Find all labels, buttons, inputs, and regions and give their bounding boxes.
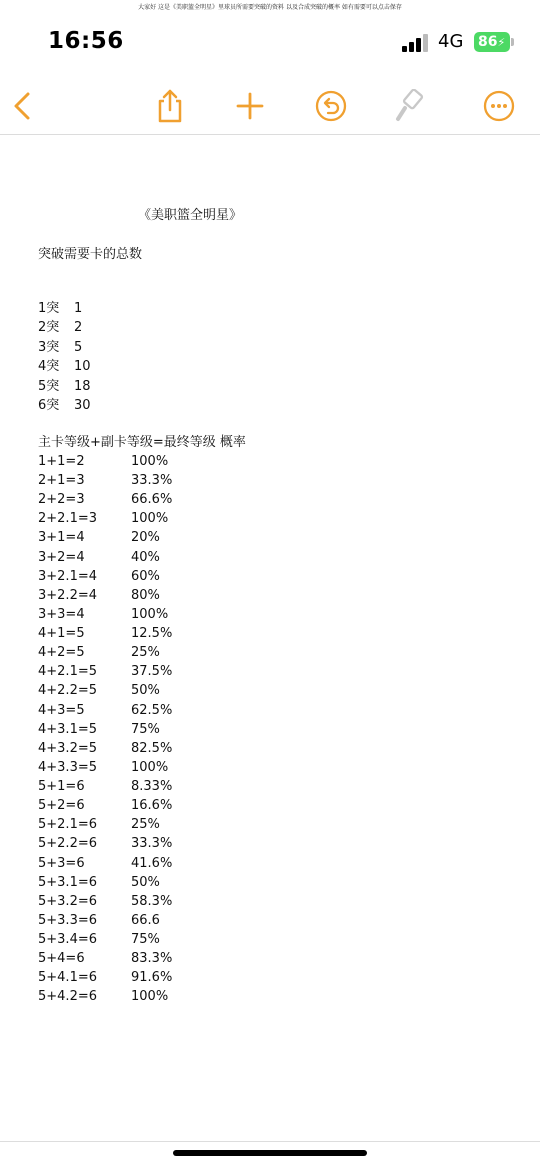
formula-cell: 5+4.1=6 (38, 970, 98, 986)
table-row (38, 490, 173, 509)
table-row (38, 643, 160, 662)
document-subtitle: 突破需要卡的总数 (38, 247, 143, 262)
probability-cell: 8.33% (131, 779, 173, 795)
bottom-divider (0, 1141, 540, 1142)
probability-cell: 40% (131, 549, 160, 565)
probability-cell: 91.6% (131, 970, 173, 986)
table-row (38, 471, 173, 490)
table-row (38, 701, 173, 720)
formula-cell: 2+2=3 (38, 492, 85, 508)
formula-cell: 4+2=5 (38, 645, 85, 661)
probability-cell: 12.5% (131, 626, 173, 642)
document-title: 《美职篮全明星》 (137, 208, 242, 223)
table-row (38, 528, 160, 547)
formula-cell: 3+2=4 (38, 549, 85, 565)
formula-cell: 3+1=4 (38, 530, 85, 546)
table-row (38, 873, 160, 892)
formula-cell: 4+3.1=5 (38, 721, 98, 737)
table-row (38, 586, 160, 605)
probability-cell: 41.6% (131, 855, 173, 871)
probability-cell: 16.6% (131, 798, 173, 814)
probability-cell: 33.3% (131, 473, 173, 489)
probability-cell: 100% (131, 759, 169, 775)
formula-cell: 4+3.3=5 (38, 759, 98, 775)
formula-cell: 4+3=5 (38, 702, 85, 718)
probability-cell: 100% (131, 454, 169, 469)
breakthrough-count: 5 (74, 339, 83, 355)
breakthrough-row (38, 338, 83, 357)
table-row (38, 834, 173, 853)
probability-cell: 100% (131, 511, 169, 527)
probability-cell: 62.5% (131, 702, 173, 718)
battery-tip (511, 38, 514, 46)
breakthrough-row (38, 377, 91, 396)
formula-cell: 5+1=6 (38, 779, 85, 795)
table-row (38, 911, 160, 930)
probability-cell: 82.5% (131, 740, 173, 756)
battery-level: 86 (478, 34, 498, 50)
formula-cell: 3+3=4 (38, 606, 85, 622)
probability-cell: 66.6% (131, 492, 173, 508)
breakthrough-row (38, 357, 91, 376)
network-type: 4G (438, 31, 464, 52)
formula-cell: 4+2.2=5 (38, 683, 98, 699)
table-row (38, 892, 173, 911)
formula-cell: 4+1=5 (38, 626, 85, 642)
table-row (38, 987, 169, 1006)
breakthrough-count: 2 (74, 320, 83, 336)
breakthrough-count: 18 (74, 378, 91, 394)
probability-cell: 66.6 (131, 912, 160, 928)
probability-cell: 83.3% (131, 951, 173, 967)
probability-cell: 60% (131, 568, 160, 584)
brush-icon (393, 89, 425, 123)
signal-icon (402, 34, 432, 52)
table-row (38, 777, 173, 796)
breakthrough-row (38, 318, 83, 337)
breakthrough-level: 1突 (38, 301, 60, 316)
probability-cell: 80% (131, 587, 160, 603)
share-button[interactable] (148, 84, 192, 128)
table-row (38, 949, 173, 968)
breakthrough-level: 6突 (38, 398, 60, 413)
more-button[interactable] (477, 84, 521, 128)
battery-icon: 86⚡ (474, 32, 510, 52)
add-button[interactable] (228, 84, 272, 128)
table-row (38, 548, 160, 567)
home-indicator (173, 1150, 367, 1156)
formula-cell: 5+2=6 (38, 798, 85, 814)
formula-cell: 5+2.1=6 (38, 817, 98, 833)
table-row (38, 567, 160, 586)
table-row (38, 452, 169, 471)
formula-cell: 5+4.2=6 (38, 989, 98, 1005)
table-row (38, 624, 173, 643)
undo-icon (315, 90, 347, 122)
table-row (38, 720, 160, 739)
table-row (38, 605, 169, 624)
formula-cell: 5+2.2=6 (38, 836, 98, 852)
formula-cell: 5+3.4=6 (38, 932, 98, 947)
breakthrough-count: 1 (74, 301, 83, 316)
breakthrough-level: 2突 (38, 320, 60, 336)
probability-cell: 100% (131, 606, 169, 622)
table-row (38, 930, 160, 949)
breakthrough-row (38, 396, 91, 415)
breakthrough-count: 30 (74, 398, 91, 413)
formula-cell: 3+2.2=4 (38, 587, 98, 603)
probability-cell: 25% (131, 645, 160, 661)
table-row (38, 662, 173, 681)
brush-button[interactable] (387, 84, 431, 128)
formula-cell: 2+2.1=3 (38, 511, 98, 527)
breakthrough-row (38, 299, 83, 318)
probability-cell: 25% (131, 817, 160, 833)
back-button[interactable] (0, 84, 44, 128)
formula-cell: 3+2.1=4 (38, 568, 98, 584)
breakthrough-level: 5突 (38, 378, 60, 394)
status-time: 16:56 (48, 28, 124, 54)
status-bar (0, 0, 540, 78)
table-header: 主卡等级+副卡等级=最终等级 概率 (38, 435, 246, 450)
formula-cell: 5+4=6 (38, 951, 85, 967)
formula-cell: 2+1=3 (38, 473, 85, 489)
table-row (38, 509, 169, 528)
share-icon (155, 89, 185, 123)
formula-cell: 5+3=6 (38, 855, 85, 871)
formula-cell: 1+1=2 (38, 454, 85, 469)
probability-cell: 33.3% (131, 836, 173, 852)
breakthrough-count: 10 (74, 359, 91, 375)
probability-cell: 20% (131, 530, 160, 546)
undo-button[interactable] (309, 84, 353, 128)
table-row (38, 815, 160, 834)
formula-cell: 5+3.1=6 (38, 874, 98, 890)
formula-cell: 4+2.1=5 (38, 664, 98, 680)
formula-cell: 5+3.2=6 (38, 893, 98, 909)
breakthrough-level: 4突 (38, 359, 60, 375)
probability-cell: 75% (131, 932, 160, 947)
back-icon (10, 91, 34, 121)
breakthrough-level: 3突 (38, 339, 60, 355)
table-row (38, 681, 160, 700)
probability-cell: 37.5% (131, 664, 173, 680)
more-icon (483, 90, 515, 122)
top-banner-text: 大家好 这是《美职篮全明星》里球员所需要突破的资料 以及合成突破的概率 如有需要可以点击保存 (138, 4, 402, 11)
probability-cell: 58.3% (131, 893, 173, 909)
probability-cell: 100% (131, 989, 169, 1005)
formula-cell: 4+3.2=5 (38, 740, 98, 756)
probability-cell: 75% (131, 721, 160, 737)
add-icon (236, 92, 264, 120)
formula-cell: 5+3.3=6 (38, 912, 98, 928)
table-row (38, 758, 169, 777)
document-toolbar (0, 78, 540, 135)
table-row (38, 968, 173, 987)
probability-cell: 50% (131, 683, 160, 699)
table-row (38, 739, 173, 758)
table-row (38, 796, 173, 815)
probability-cell: 50% (131, 874, 160, 890)
table-row (38, 854, 173, 873)
